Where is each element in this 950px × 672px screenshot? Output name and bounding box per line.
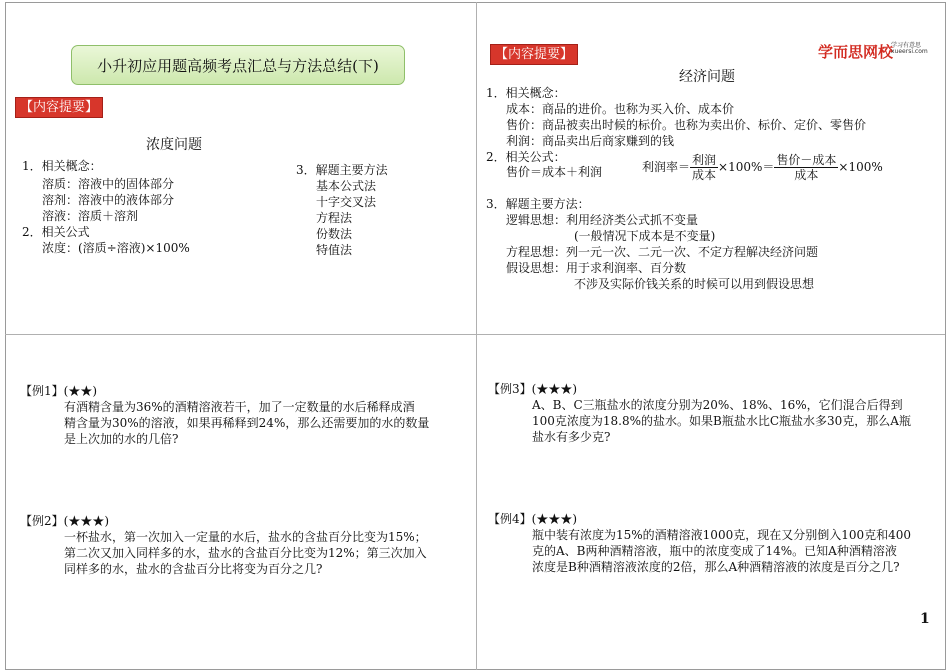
brand-logo-sub <box>891 43 928 55</box>
formula-profit-rate <box>642 153 883 182</box>
example-2-line: 同样多的水，盐水的含盐百分比将变为百分之几? <box>64 562 323 576</box>
document-title: 小升初应用题高频考点汇总与方法总结(下) <box>97 56 379 75</box>
example-4-line: 瓶中装有浓度为15%的酒精溶液1000克，现在又分别倒入100克和400 <box>532 528 912 542</box>
example-3-line: 100克浓度为18.8%的盐水。如果B瓶盐水比C瓶盐水多30克，那么A瓶 <box>532 414 911 428</box>
method-line: 基本公式法 <box>316 179 377 193</box>
fraction-numerator: 利润 <box>692 153 717 167</box>
fraction-price-minus-cost <box>774 153 838 182</box>
horizontal-divider <box>5 334 945 335</box>
example-1-line: 有酒精含量为36%的酒精溶液若干，加了一定数量的水后稀释成酒 <box>64 400 415 414</box>
document-title-box <box>71 45 405 85</box>
method-line: 3．解题主要方法 <box>296 163 388 177</box>
econ-line: 成本：商品的进价。也称为买入价、成本价 <box>506 102 735 116</box>
example-2-line: 一杯盐水，第一次加入一定量的水后，盐水的含盐百分比变为15%； <box>64 530 427 544</box>
method-line: 特值法 <box>316 243 353 257</box>
example-3-line: A、B、C三瓶盐水的浓度分别为20%、18%、16%，它们混合后得到 <box>532 398 903 412</box>
brand-slogan: 学习有意思 <box>891 42 922 49</box>
econ-method-line: 逻辑思想：利用经济类公式抓不变量 <box>506 213 699 227</box>
econ-method-line: 方程思想：列一元一次、二元一次、不定方程解决经济问题 <box>506 245 819 259</box>
example-1-line: 精含量为30%的溶液，如果再稀释到24%，那么还需要加的水的数量 <box>64 416 430 430</box>
example-3-label: 【例3】(★★★) <box>488 382 577 396</box>
example-4-label: 【例4】(★★★) <box>488 512 577 526</box>
formula-end: ×100% <box>838 160 883 174</box>
concept-line: 1．相关概念： <box>22 159 102 173</box>
example-4-line: 浓度是B种酒精溶液浓度的2倍，那么A种酒精溶液的浓度是百分之几? <box>532 560 900 574</box>
econ-line: 利润：商品卖出后商家赚到的钱 <box>506 134 675 148</box>
example-2-label: 【例2】(★★★) <box>20 514 109 528</box>
concept-line: 溶液：溶质＋溶剂 <box>42 209 139 223</box>
example-1-line: 是上次加的水的几倍? <box>64 432 179 446</box>
concept-line: 浓度：(溶质÷溶液)×100% <box>42 241 190 255</box>
page-number: 1 <box>920 611 930 627</box>
brand-logo: 学而思网校 <box>818 43 894 61</box>
concept-line: 2．相关公式 <box>22 225 90 239</box>
formula-price: 售价＝成本＋利润 <box>506 165 603 179</box>
econ-line: 1．相关概念： <box>486 86 566 100</box>
econ-line: 2．相关公式： <box>486 150 566 164</box>
formula-mid: ×100%＝ <box>718 160 775 174</box>
example-1-label: 【例1】(★★) <box>20 384 97 398</box>
summary-tag-right: 【内容提要】 <box>490 44 578 65</box>
econ-method-line: (一般情况下成本是不变量) <box>574 229 716 243</box>
fraction-denominator: 成本 <box>692 168 717 182</box>
example-3-line: 盐水有多少克? <box>532 430 611 444</box>
concept-line: 溶剂：溶液中的液体部分 <box>42 193 175 207</box>
summary-tag-left: 【内容提要】 <box>15 97 103 118</box>
fraction-denominator: 成本 <box>794 168 819 182</box>
example-4-line: 克的A、B两种酒精溶液，瓶中的浓度变成了14%。已知A种酒精溶液 <box>532 544 897 558</box>
econ-method-line: 假设思想：用于求利润率、百分数 <box>506 261 687 275</box>
method-line: 份数法 <box>316 227 353 241</box>
example-2-line: 第二次又加入同样多的水，盐水的含盐百分比变为12%；第三次加入 <box>64 546 427 560</box>
method-line: 方程法 <box>316 211 353 225</box>
econ-line: 售价：商品被卖出时候的标价。也称为卖出价、标价、定价、零售价 <box>506 118 867 132</box>
fraction-profit-cost <box>690 153 718 182</box>
method-line: 十字交叉法 <box>316 195 377 209</box>
vertical-divider <box>476 2 477 670</box>
concept-line: 溶质：溶液中的固体部分 <box>42 177 175 191</box>
heading-economy: 经济问题 <box>679 69 735 85</box>
econ-method-line: 3．解题主要方法： <box>486 197 590 211</box>
brand-url: xueersi.com <box>891 48 928 55</box>
fraction-numerator: 售价－成本 <box>776 153 837 167</box>
formula-lhs: 利润率＝ <box>642 160 691 174</box>
heading-concentration: 浓度问题 <box>146 137 202 153</box>
econ-method-line: 不涉及实际价钱关系的时候可以用到假设思想 <box>574 277 815 291</box>
